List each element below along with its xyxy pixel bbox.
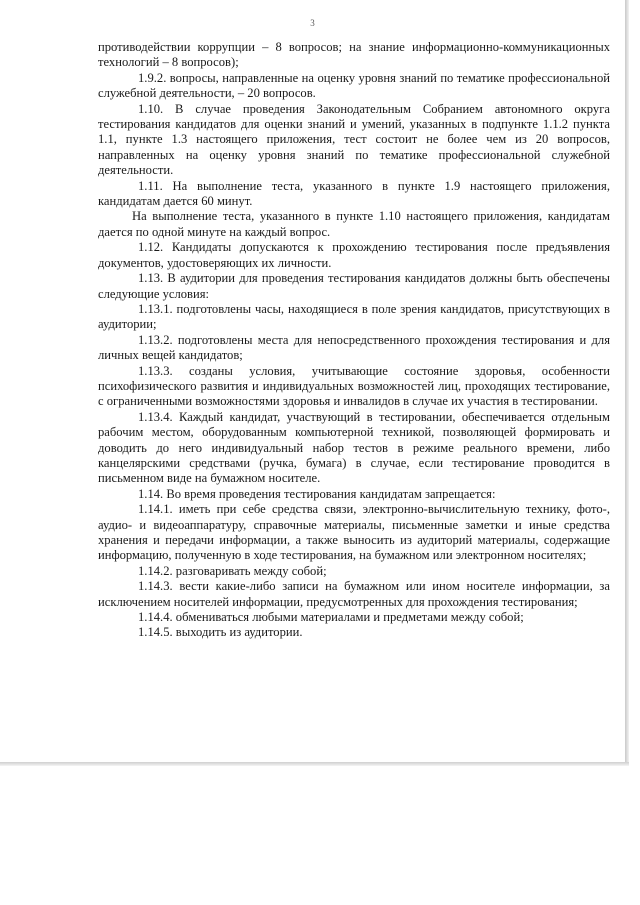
paragraph: 1.9.2. вопросы, направленные на оценку уровня знаний по тематике профессиональной служебной деятельности, – 20 вопросов. <box>98 70 610 101</box>
paragraph: 1.14.4. обмениваться любыми материалами и предметами между собой; <box>138 610 524 625</box>
paragraph: 1.11. На выполнение теста, указанного в пункте 1.9 настоящего приложения, кандидатам дается 60 минут. <box>98 178 610 209</box>
paragraph: противодействии коррупции – 8 вопросов; на знание информационно-коммуникационных технологий – 8 вопросов); <box>98 40 610 70</box>
paragraph: 1.14.5. выходить из аудитории. <box>138 625 303 640</box>
paragraph: 1.10. В случае проведения Законодательным Собранием автономного округа тестирования кандидатов для оценки знаний и умений, указанных в подпункте 1.1.2 пункта 1.1, пункте 1.3 настоящего приложения, тест состоит не более чем из 20 вопросов, направленных на оценку уровня знаний по тематике профессиональной служебной деятельности. <box>98 101 610 178</box>
paragraph: 1.13.4. Каждый кандидат, участвующий в тестировании, обеспечивается отдельным рабочим местом, оборудованным компьютерной техникой, позволяющей формировать и доводить до него индивидуальный набор тестов в режиме реального времени, либо канцелярскими средствами (ручка, бумага) в случае, если тестирование проводится в письменном виде на бумажном носителе. <box>98 409 610 486</box>
paragraph: 1.12. Кандидаты допускаются к прохождению тестирования после предъявления документов, удостоверяющих их личности. <box>98 240 610 270</box>
paragraph: 1.14.2. разговаривать между собой; <box>138 563 327 578</box>
document-body <box>98 40 610 641</box>
paragraph: 1.13. В аудитории для проведения тестирования кандидатов должны быть обеспечены следующие условия: <box>98 271 610 301</box>
paragraph: 1.14. Во время проведения тестирования кандидатам запрещается: <box>138 486 496 501</box>
paragraph: 1.14.3. вести какие-либо записи на бумажном или ином носителе информации, за исключением носителей информации, предусмотренных для прохождения тестирования; <box>98 579 610 609</box>
paragraph: 1.14.1. иметь при себе средства связи, электронно-вычислительную технику, фото-, аудио- и видеоаппаратуру, справочные материалы, письменные заметки и иные средства хранения и передачи информации, а также выносить из аудиторий материалы, содержащие информацию, полученную в ходе тестирования, на бумажном или электронном носителях; <box>98 502 610 563</box>
paragraph: 1.13.2. подготовлены места для непосредственного прохождения тестирования и для личных вещей кандидатов; <box>98 332 610 363</box>
page-number: 3 <box>310 18 315 28</box>
paragraph: На выполнение теста, указанного в пункте 1.10 настоящего приложения, кандидатам дается по одной минуте на каждый вопрос. <box>98 209 610 239</box>
page-edge-shadow <box>625 0 629 762</box>
paragraph: 1.13.3. созданы условия, учитывающие состояние здоровья, особенности психофизического развития и индивидуальных возможностей лиц, проходящих тестирование, с ограниченными возможностями здоровья и инвалидов в случае их участия в тестировании. <box>98 363 610 409</box>
page-edge-shadow <box>0 762 629 766</box>
paragraph: 1.13.1. подготовлены часы, находящиеся в поле зрения кандидатов, присутствующих в аудитории; <box>98 301 610 332</box>
